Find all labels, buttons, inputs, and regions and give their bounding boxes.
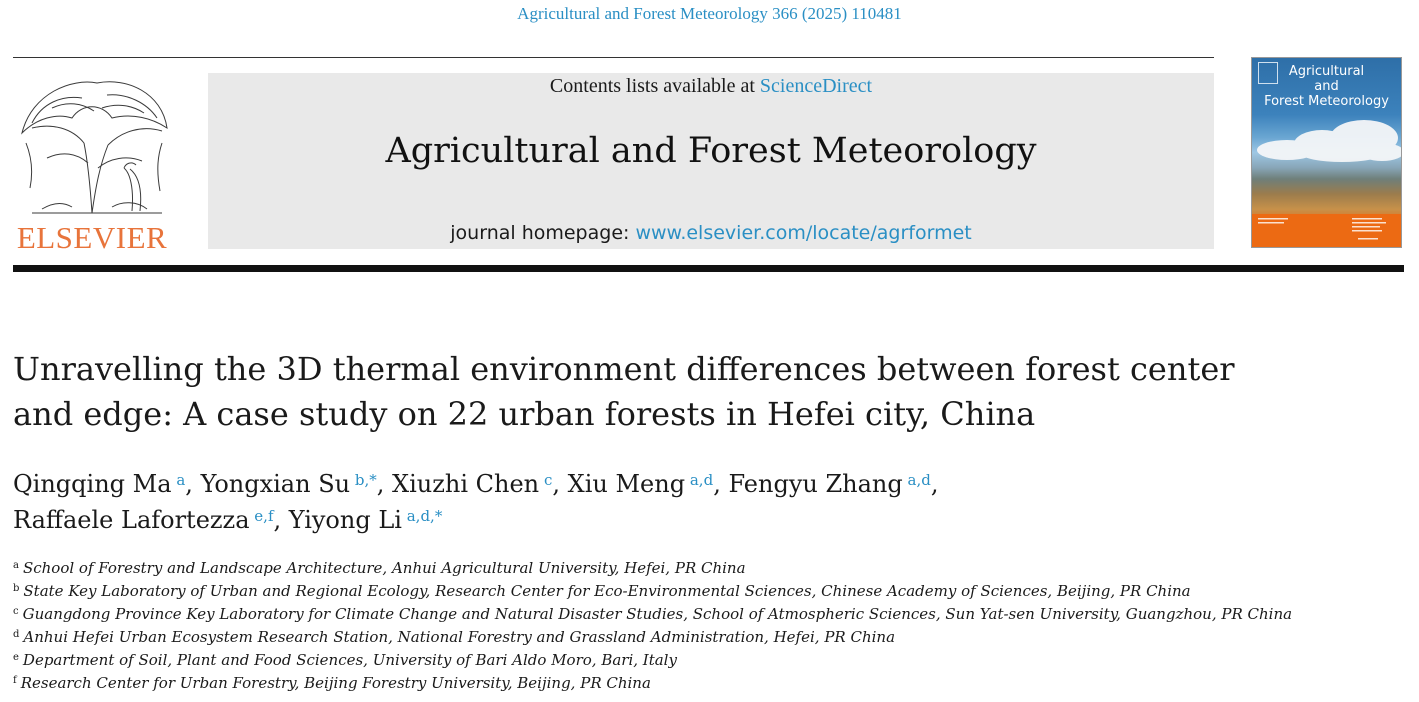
elsevier-tree-icon xyxy=(12,73,172,218)
author xyxy=(201,470,392,498)
author-name[interactable]: Fengyu Zhang xyxy=(728,470,903,498)
affiliation-item xyxy=(13,603,1413,626)
affiliation-text: Research Center for Urban Forestry, Beijing Forestry University, Beijing, PR China xyxy=(20,674,651,692)
author-list xyxy=(13,466,1313,538)
affiliation-key: c xyxy=(13,606,19,617)
cover-title-line2: and xyxy=(1314,79,1339,94)
author-name[interactable]: Qingqing Ma xyxy=(13,470,172,498)
affiliation-text: Anhui Hefei Urban Ecosystem Research Station, National Forestry and Grassland Administration, Hefei, PR China xyxy=(23,628,896,646)
journal-homepage-link[interactable]: www.elsevier.com/locate/agrformet xyxy=(635,222,972,244)
elsevier-logo[interactable] xyxy=(12,73,172,255)
author-name[interactable]: Xiuzhi Chen xyxy=(392,470,540,498)
affiliation-text: School of Forestry and Landscape Architecture, Anhui Agricultural University, Hefei, PR China xyxy=(22,559,746,577)
contents-prefix: Contents lists available at xyxy=(549,75,760,97)
publisher-name: ELSEVIER xyxy=(16,220,168,255)
author-name[interactable]: Xiu Meng xyxy=(567,470,686,498)
author xyxy=(728,470,938,498)
affiliation-key: d xyxy=(13,629,20,640)
header-divider xyxy=(13,57,1214,58)
homepage-line xyxy=(208,222,1214,244)
affiliation-text: State Key Laboratory of Urban and Regional Ecology, Research Center for Eco-Environmental Sciences, Chinese Academy of Sciences, Beijing, PR China xyxy=(23,582,1191,600)
affiliation-item xyxy=(13,557,1413,580)
author xyxy=(13,470,201,498)
author-separator: , xyxy=(376,470,393,498)
author-affiliation-marker[interactable]: c xyxy=(543,471,553,489)
author-separator: , xyxy=(930,470,939,498)
journal-citation[interactable]: Agricultural and Forest Meteorology 366 (2025) 110481 xyxy=(517,4,902,23)
author-name[interactable]: Raffaele Lafortezza xyxy=(13,506,250,534)
cover-title-line3: Forest Meteorology xyxy=(1264,94,1389,109)
author-affiliation-marker[interactable]: a,d,* xyxy=(406,507,443,525)
sciencedirect-link[interactable]: ScienceDirect xyxy=(759,75,873,97)
affiliation-item xyxy=(13,672,1413,695)
affiliation-text: Department of Soil, Plant and Food Sciences, University of Bari Aldo Moro, Bari, Italy xyxy=(22,651,677,669)
author-affiliation-marker[interactable]: b,* xyxy=(354,471,377,489)
homepage-prefix: journal homepage: xyxy=(450,222,636,244)
article-title-line1: Unravelling the 3D thermal environment differences between forest center xyxy=(13,350,1235,388)
author-separator: , xyxy=(273,506,289,534)
affiliation-item xyxy=(13,649,1413,672)
author-name[interactable]: Yongxian Su xyxy=(200,470,351,498)
affiliation-key: f xyxy=(13,675,17,686)
author-affiliation-marker[interactable]: a,d xyxy=(689,471,714,489)
journal-cover[interactable] xyxy=(1251,57,1402,248)
affiliation-item xyxy=(13,580,1413,603)
affiliation-key: b xyxy=(13,583,20,594)
cover-clouds-icon xyxy=(1252,58,1402,248)
author-separator: , xyxy=(552,470,568,498)
author-separator: , xyxy=(713,470,729,498)
author-separator: , xyxy=(185,470,201,498)
article-title-line2: and edge: A case study on 22 urban forests in Hefei city, China xyxy=(13,395,1036,433)
author xyxy=(13,506,289,534)
affiliation-key: a xyxy=(13,560,19,571)
affiliation-text: Guangdong Province Key Laboratory for Climate Change and Natural Disaster Studies, School of Atmospheric Sciences, Sun Yat-sen University, Guangzhou, PR China xyxy=(22,605,1293,623)
affiliation-list xyxy=(13,557,1413,695)
contents-line xyxy=(208,75,1214,98)
author-affiliation-marker[interactable]: a,d xyxy=(907,471,931,489)
author xyxy=(568,470,729,498)
cover-title-line1: Agricultural xyxy=(1288,64,1365,79)
author-name[interactable]: Yiyong Li xyxy=(288,506,402,534)
journal-title: Agricultural and Forest Meteorology xyxy=(385,131,1037,171)
author-affiliation-marker[interactable]: e,f xyxy=(254,507,274,525)
author-affiliation-marker[interactable]: a xyxy=(176,471,186,489)
journal-banner xyxy=(208,73,1214,249)
header-thick-rule xyxy=(13,265,1404,272)
author xyxy=(392,470,568,498)
author xyxy=(289,506,443,534)
affiliation-key: e xyxy=(13,652,19,663)
affiliation-item xyxy=(13,626,1413,649)
article-title xyxy=(13,347,1263,437)
